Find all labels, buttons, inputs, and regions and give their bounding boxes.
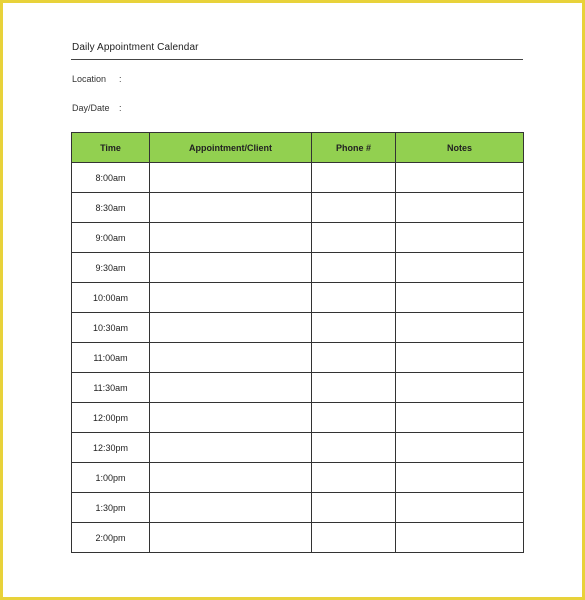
time-cell: 2:00pm: [72, 523, 150, 553]
phone-cell[interactable]: [312, 283, 396, 313]
time-cell: 11:00am: [72, 343, 150, 373]
header-time: Time: [72, 133, 150, 163]
header-phone: Phone #: [312, 133, 396, 163]
appointment-cell[interactable]: [150, 373, 312, 403]
table-row: [72, 193, 524, 223]
document-title: Daily Appointment Calendar: [72, 42, 199, 53]
phone-cell[interactable]: [312, 223, 396, 253]
table-header-row: [72, 133, 524, 163]
daydate-field: [72, 103, 122, 113]
time-cell: 8:30am: [72, 193, 150, 223]
time-cell: 8:00am: [72, 163, 150, 193]
time-cell: 10:00am: [72, 283, 150, 313]
notes-cell[interactable]: [396, 313, 524, 343]
table-row: [72, 223, 524, 253]
location-separator: :: [119, 74, 122, 84]
time-cell: 12:00pm: [72, 403, 150, 433]
table-row: [72, 403, 524, 433]
phone-cell[interactable]: [312, 253, 396, 283]
time-cell: 9:00am: [72, 223, 150, 253]
notes-cell[interactable]: [396, 193, 524, 223]
table-row: [72, 433, 524, 463]
location-field: [72, 74, 122, 84]
phone-cell[interactable]: [312, 373, 396, 403]
notes-cell[interactable]: [396, 343, 524, 373]
notes-cell[interactable]: [396, 433, 524, 463]
appointment-cell[interactable]: [150, 283, 312, 313]
notes-cell[interactable]: [396, 463, 524, 493]
appointment-cell[interactable]: [150, 193, 312, 223]
time-cell: 11:30am: [72, 373, 150, 403]
table-row: [72, 523, 524, 553]
header-notes: Notes: [396, 133, 524, 163]
appointment-cell[interactable]: [150, 433, 312, 463]
appointment-cell[interactable]: [150, 463, 312, 493]
header-appointment: Appointment/Client: [150, 133, 312, 163]
time-cell: 10:30am: [72, 313, 150, 343]
phone-cell[interactable]: [312, 493, 396, 523]
phone-cell[interactable]: [312, 313, 396, 343]
table-body: [72, 163, 524, 553]
phone-cell[interactable]: [312, 403, 396, 433]
notes-cell[interactable]: [396, 163, 524, 193]
notes-cell[interactable]: [396, 253, 524, 283]
appointment-cell[interactable]: [150, 403, 312, 433]
appointment-cell[interactable]: [150, 253, 312, 283]
notes-cell[interactable]: [396, 523, 524, 553]
time-cell: 9:30am: [72, 253, 150, 283]
notes-cell[interactable]: [396, 493, 524, 523]
phone-cell[interactable]: [312, 433, 396, 463]
phone-cell[interactable]: [312, 163, 396, 193]
time-cell: 1:00pm: [72, 463, 150, 493]
time-cell: 12:30pm: [72, 433, 150, 463]
notes-cell[interactable]: [396, 403, 524, 433]
appointment-cell[interactable]: [150, 223, 312, 253]
daydate-separator: :: [119, 103, 122, 113]
table-row: [72, 343, 524, 373]
appointment-cell[interactable]: [150, 313, 312, 343]
appointment-table: [71, 132, 524, 553]
phone-cell[interactable]: [312, 463, 396, 493]
phone-cell[interactable]: [312, 343, 396, 373]
notes-cell[interactable]: [396, 373, 524, 403]
table-row: [72, 373, 524, 403]
table-row: [72, 313, 524, 343]
appointment-cell[interactable]: [150, 343, 312, 373]
notes-cell[interactable]: [396, 223, 524, 253]
table-row: [72, 283, 524, 313]
table-row: [72, 463, 524, 493]
phone-cell[interactable]: [312, 523, 396, 553]
notes-cell[interactable]: [396, 283, 524, 313]
location-label: Location: [72, 74, 107, 84]
table-row: [72, 253, 524, 283]
table-row: [72, 493, 524, 523]
time-cell: 1:30pm: [72, 493, 150, 523]
appointment-cell[interactable]: [150, 163, 312, 193]
table-row: [72, 163, 524, 193]
title-underline: [71, 59, 523, 60]
daydate-label: Day/Date: [72, 103, 110, 113]
appointment-cell[interactable]: [150, 493, 312, 523]
phone-cell[interactable]: [312, 193, 396, 223]
appointment-cell[interactable]: [150, 523, 312, 553]
